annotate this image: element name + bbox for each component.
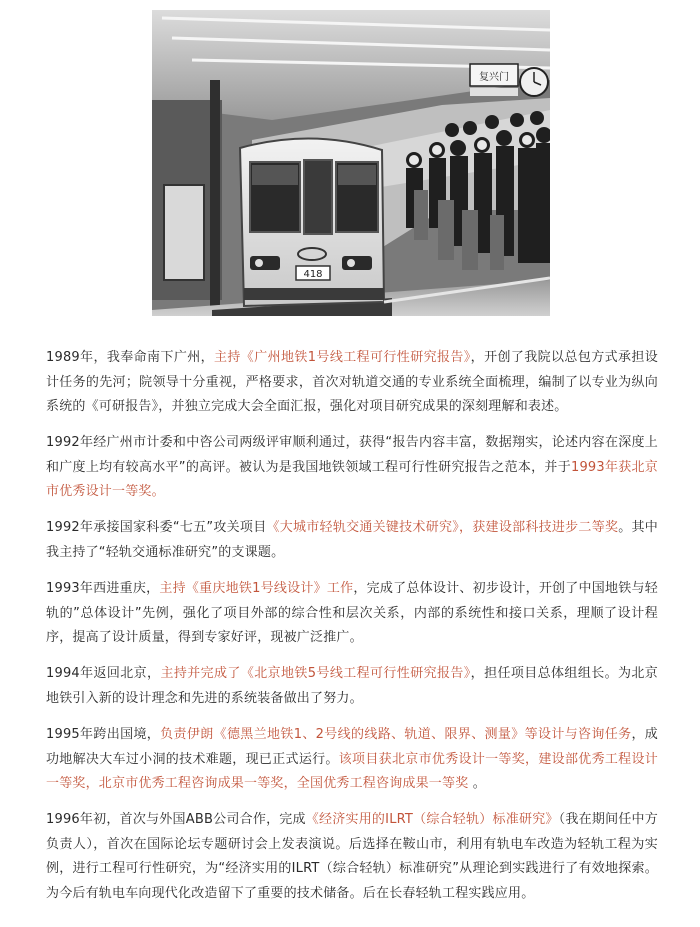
paragraph-text: 。: [468, 776, 486, 791]
paragraph-1993: [46, 577, 658, 651]
highlighted-text: 该项目获北京市优秀设计一等奖，建设部优秀工程设计一等奖，北京市优秀工程咨询成果一等奖，全国优秀工程咨询成果一等奖: [46, 751, 658, 791]
paragraph-1992-research: [46, 516, 658, 565]
paragraph-1994: [46, 662, 658, 711]
paragraph-1996: [46, 808, 658, 906]
highlighted-text: 《大城市轻轨交通关键技术研究》，获建设部科技进步二等奖: [266, 520, 619, 535]
highlighted-text: 主持《广州地铁1号线工程可行性研究报告》: [214, 350, 471, 365]
paragraph-text: 1993年西进重庆，: [46, 581, 160, 596]
paragraph-text: ，完成了总体设计、初步设计，开创了中国地铁与轻轨的”总体设计”先例，强化了项目外部的综合性和层次关系，内部的系统性和接口关系，理顺了设计程序，提高了设计质量，得到专家好评，现被广泛推广。: [46, 581, 658, 645]
subway-train-photo-icon: [152, 10, 550, 316]
station-sign: 复兴门: [479, 72, 509, 83]
paragraph-text: ，开创了我院以总包方式承担设计任务的先河；院领导十分重视，严格要求，首次对轨道交通的专业系统全面梳理，编制了以专业为纵向系统的《可研报告》，并独立完成大会全面汇报，强化对项目研究成果的深刻理解和表述。: [46, 350, 658, 414]
paragraph-1992-review: [46, 431, 658, 505]
paragraph-text: ，成功地解决大车过小洞的技术难题，现已正式运行。: [46, 727, 658, 767]
paragraph-text: 1994年返回北京，: [46, 666, 161, 681]
highlighted-text: 主持并完成了《北京地铁5号线工程可行性研究报告》: [160, 666, 471, 681]
highlighted-text: 负责伊朗《德黑兰地铁1、2号线的线路、轨道、限界、测量》等设计与咨询任务: [160, 727, 632, 742]
paragraph-text: 1992年承接国家科委“七五”攻关项目: [46, 520, 267, 535]
highlighted-text: 《经济实用的ILRT（综合轻轨）标准研究》: [305, 812, 559, 827]
paragraph-text: ，担任项目总体组组长。为北京地铁引入新的设计理念和先进的系统装备做出了努力。: [46, 666, 658, 706]
subway-train-photo: [152, 10, 550, 316]
paragraph-text: 1992年经广州市计委和中咨公司两级评审顺利通过，获得“报告内容丰富，数据翔实，论述内容在深度上和广度上均有较高水平”的高评。被认为是我国地铁领域工程可行性研究报告之范本，并于: [46, 435, 658, 475]
highlighted-text: 主持《重庆地铁1号线设计》工作: [159, 581, 354, 596]
train-number-plate: 418: [303, 269, 323, 280]
paragraph-1989: [46, 346, 658, 420]
paragraph-text: 1989年，我奉命南下广州，: [46, 350, 215, 365]
paragraph-text: 1995年跨出国境，: [46, 727, 161, 742]
paragraph-text: 1996年初，首次与外国ABB公司合作，完成: [46, 812, 306, 827]
paragraph-1995: [46, 723, 658, 797]
highlighted-text: 1993年获北京市优秀设计一等奖。: [46, 459, 658, 499]
paragraph-text: （我在期间任中方负责人），首次在国际论坛专题研讨会上发表演说。后选择在鞍山市，利用有轨电车改造为轻轨工程为实例，进行工程可行性研究，为“经济实用的ILRT（综合轻轨）标准研究”从理论到实践进行了有效地探索。为今后有轨电车向现代化改造留下了重要的技术储备。后在长春轻轨工程实践应用。: [46, 812, 658, 901]
paragraph-text: 。其中我主持了“轻轨交通标准研究”的支课题。: [46, 520, 658, 560]
